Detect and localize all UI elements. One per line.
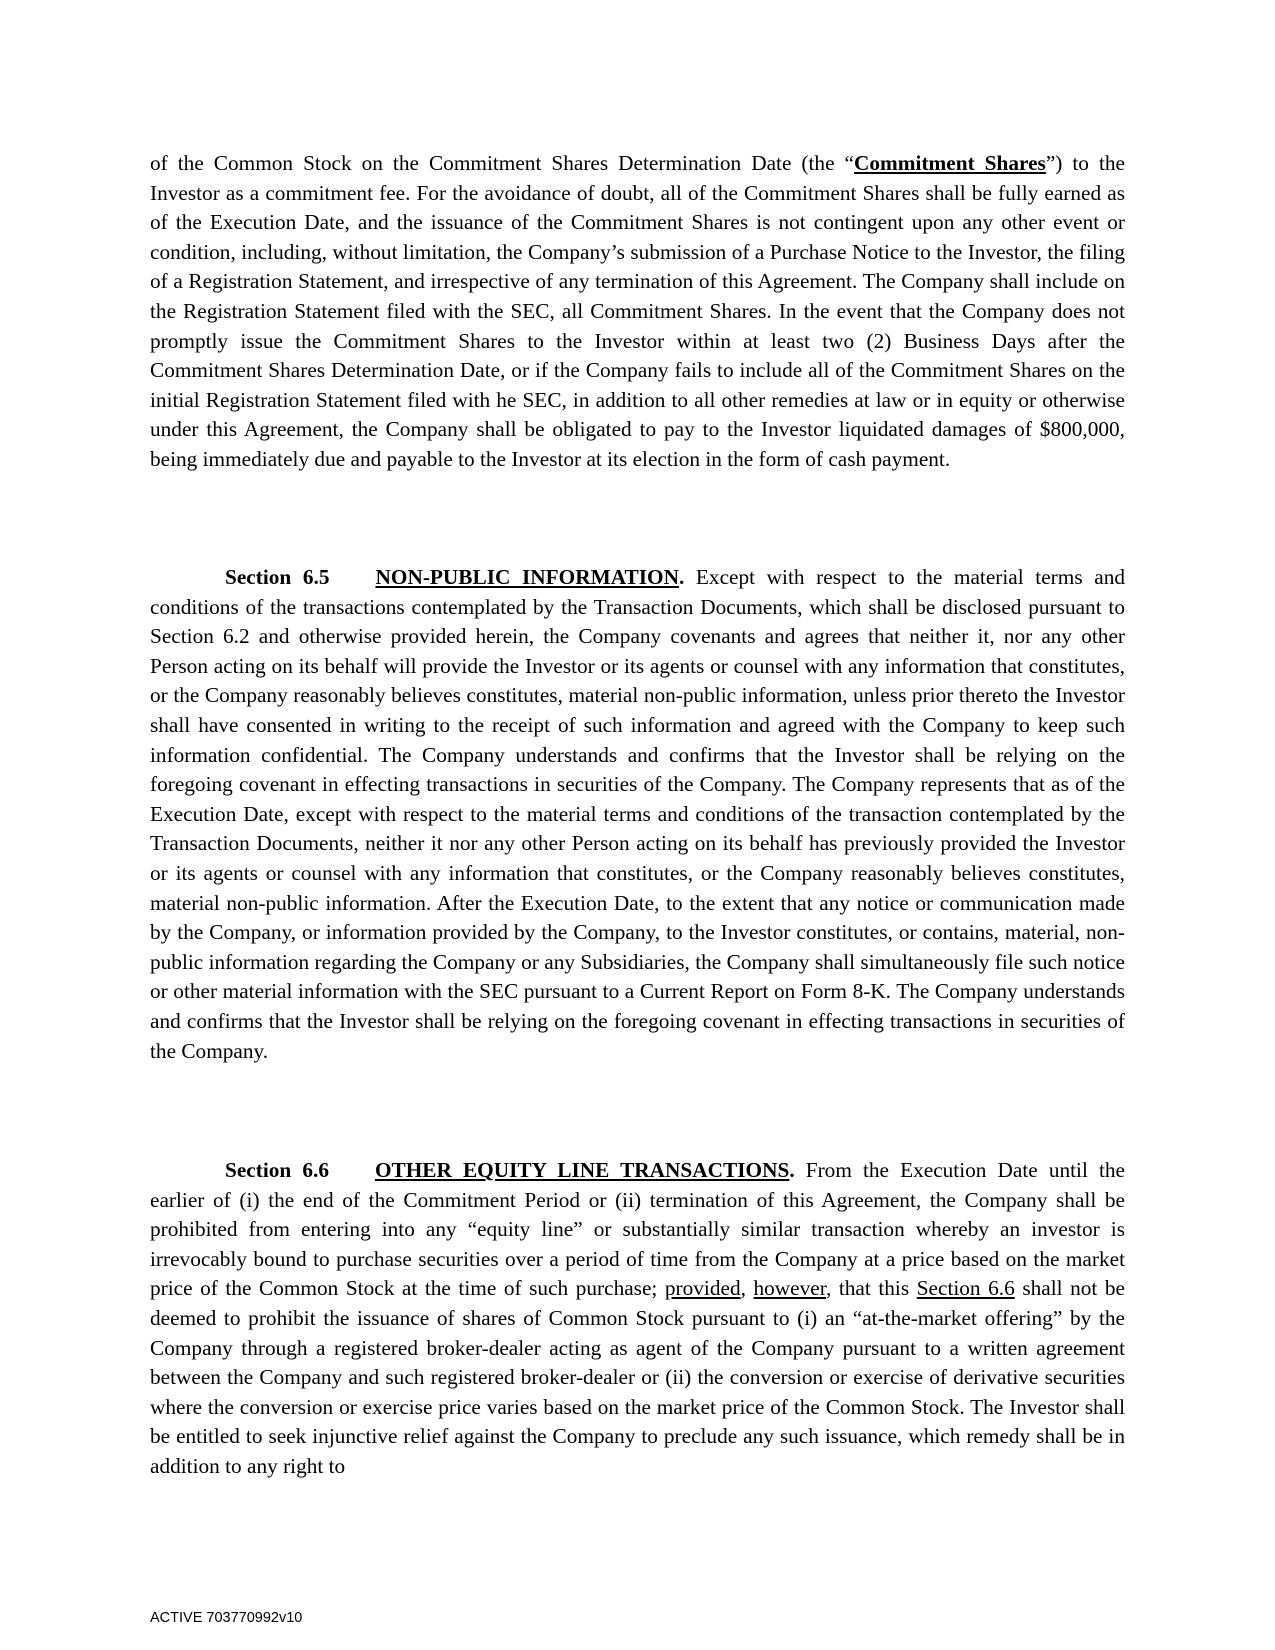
paragraph-commitment-shares: [150, 149, 1125, 475]
section-body-text: From the Execution Date until the earlier of (i) the end of the Commitment Period or (ii) termination of this Agreement, the Company shall be prohibited from entering into any “equity line” or substantially similar transaction whereby an investor is irrevocably bound to purchase securities over a period of time from the Company at a price based on the market price of the Common Stock at the time of such purchase;: [150, 1158, 1125, 1301]
defined-term-commitment-shares: Commitment Shares: [854, 151, 1046, 175]
document-footer-id: ACTIVE 703770992v10: [150, 1610, 303, 1626]
section-body-text: , that this: [825, 1276, 910, 1301]
punctuation: ,: [740, 1276, 746, 1301]
section-title-punct: .: [678, 565, 685, 589]
paragraph-text: ”) to the Investor as a commitment fee. For the avoidance of doubt, all of the Commitment Shares shall be fully earned as of the Execution Date, and the issuance of the Commitment Shares is not contingent upon any other event or condition, including, without limitation, the Company’s submission of a Purchase Notice to the Investor, the filing of a Registration Statement, and irrespective of any termination of this Agreement. The Company shall include on the Registration Statement filed with the SEC, all Commitment Shares. In the event that the Company does not promptly issue the Commitment Shares to the Investor within at least two (2) Business Days after the Commitment Shares Determination Date, or if the Company fails to include all of the Commitment Shares on the initial Registration Statement filed with he SEC, in addition to all other remedies at law or in equity or otherwise under this Agreement, the Company shall be obligated to pay to the Investor liquidated damages of $800,000, being immediately due and payable to the Investor at its election in the form of cash payment.: [150, 151, 1125, 471]
section-title: NON-PUBLIC INFORMATION: [375, 565, 679, 589]
section-6-6: [150, 1156, 1125, 1482]
section-body-text: shall not be deemed to prohibit the issuance of shares of Common Stock pursuant to (i) an “at-the-market offering” by the Company through a registered broker-dealer acting as agent of the Company pursuant to a written agreement between the Company and such registered broker-dealer or (ii) the conversion or exercise of derivative securities where the conversion or exercise price varies based on the market price of the Common Stock. The Investor shall be entitled to seek injunctive relief against the Company to preclude any such issuance, which remedy shall be in addition to any right to: [150, 1276, 1125, 1478]
paragraph-text: of the Common Stock on the Commitment Shares Determination Date (the “: [150, 151, 855, 175]
section-cross-reference: Section 6.6: [916, 1276, 1015, 1301]
section-title-punct: .: [789, 1158, 795, 1182]
section-number: Section 6.5: [225, 565, 330, 589]
section-6-5: [150, 563, 1125, 1066]
section-title: OTHER EQUITY LINE TRANSACTIONS: [374, 1158, 790, 1182]
section-body-text: Except with respect to the material terms and conditions of the transactions contemplated by the Transaction Documents, which shall be disclosed pursuant to Section 6.2 and otherwise provided herein, the Company covenants and agrees that neither it, nor any other Person acting on its behalf will provide the Investor or its agents or counsel with any information that constitutes, or the Company reasonably believes constitutes, material non-public information, unless prior thereto the Investor shall have consented in writing to the receipt of such information and agreed with the Company to keep such information confidential. The Company understands and confirms that the Investor shall be relying on the foregoing covenant in effecting transactions in securities of the Company. The Company represents that as of the Execution Date, except with respect to the material terms and conditions of the transaction contemplated by the Transaction Documents, neither it nor any other Person acting on its behalf has previously provided the Investor or its agents or counsel with any information that constitutes, or the Company reasonably believes constitutes, material non-public information. After the Execution Date, to the extent that any notice or communication made by the Company, or information provided by the Company, to the Investor constitutes, or contains, material, non-public information regarding the Company or any Subsidiaries, the Company shall simultaneously file such notice or other material information with the SEC pursuant to a Current Report on Form 8-K. The Company understands and confirms that the Investor shall be relying on the foregoing covenant in effecting transactions in securities of the Company.: [150, 565, 1125, 1063]
term-however: however: [753, 1276, 826, 1301]
term-provided: provided: [664, 1276, 741, 1301]
section-number: Section 6.6: [225, 1158, 329, 1182]
